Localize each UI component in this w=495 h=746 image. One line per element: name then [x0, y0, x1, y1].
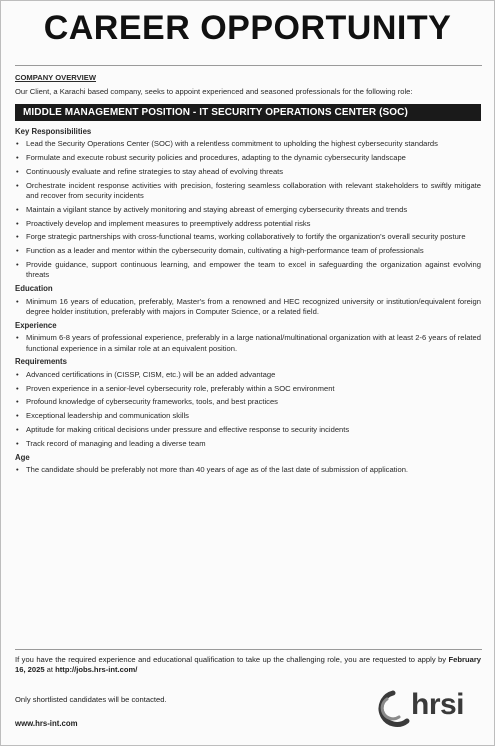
list-item [15, 297, 481, 318]
list-item [15, 465, 481, 475]
position-banner: MIDDLE MANAGEMENT POSITION - IT SECURITY OPERATIONS CENTER (SOC) [15, 104, 481, 121]
list-item [15, 219, 481, 229]
apply-text-middle: at [44, 665, 56, 675]
shortlist-note: Only shortlisted candidates will be contacted. [15, 695, 167, 704]
list-item [15, 397, 481, 407]
bullet-icon: • [16, 180, 19, 190]
apply-text: If you have the required experience and educational qualification to take up the challenging role, you are requested to apply by [15, 655, 449, 664]
company-website[interactable]: www.hrs-int.com [15, 719, 78, 728]
list-item [15, 439, 481, 449]
list-item [15, 384, 481, 394]
company-overview-text: Our Client, a Karachi based company, seeks to appoint experienced and seasoned professionals for the following role: [15, 87, 413, 97]
apply-instructions [15, 655, 481, 676]
list-item-text: Orchestrate incident response activities with precision, fostering seamless collaboration with relevant stakeholders to swiftly mitigate and recover from security incidents [26, 180, 481, 201]
list-item-text: Minimum 16 years of education, preferably, Master's from a renowned and HEC recognized university or institution/equivalent foreign degree holder institution, preferably with majors in Computer Science, or a related field. [26, 296, 481, 317]
bullet-icon: • [16, 397, 19, 407]
bullet-icon: • [16, 139, 19, 149]
list-item [15, 260, 481, 281]
list-item-text: Continuously evaluate and refine strategies to stay ahead of evolving threats [26, 166, 284, 176]
list-item [15, 153, 481, 163]
bullet-icon: • [16, 383, 19, 393]
bottom-divider [15, 649, 482, 650]
deadline-date: February 16, 2025 [15, 655, 481, 675]
list-item-text: Exceptional leadership and communication skills [26, 411, 189, 421]
list-item-text: The candidate should be preferably not more than 40 years of age as of the last date of submission of application. [26, 465, 409, 475]
list-item [15, 411, 481, 421]
section-list [15, 139, 481, 281]
bullet-icon: • [16, 232, 19, 242]
bullet-icon: • [16, 153, 19, 163]
section-list [15, 333, 481, 354]
section-heading: Experience [15, 320, 57, 330]
list-item [15, 333, 481, 354]
logo-wordmark: hrsi [411, 688, 465, 721]
section-heading: Requirements [15, 357, 67, 367]
section-heading: Age [15, 452, 30, 462]
bullet-icon: • [16, 204, 19, 214]
ad-body [15, 73, 481, 479]
bullet-icon: • [16, 246, 19, 256]
section-list [15, 370, 481, 449]
bullet-icon: • [16, 425, 19, 435]
section-heading: Education [15, 284, 53, 294]
list-item-text: Track record of managing and leading a diverse team [26, 438, 206, 448]
list-item [15, 246, 481, 256]
list-item-text: Proven experience in a senior-level cybersecurity role, preferably within a SOC environment [26, 383, 335, 393]
bullet-icon: • [16, 333, 19, 343]
bullet-icon: • [16, 218, 19, 228]
list-item-text: Lead the Security Operations Center (SOC) with a relentless commitment to upholding the highest cybersecurity standards [26, 139, 438, 149]
list-item [15, 205, 481, 215]
list-item-text: Proactively develop and implement measures to preemptively address potential risks [26, 218, 311, 228]
list-item [15, 139, 481, 149]
section-list [15, 297, 481, 318]
bullet-icon: • [16, 166, 19, 176]
bullet-icon: • [16, 465, 19, 475]
list-item-text: Formulate and execute robust security policies and procedures, adapting to the dynamic cybersecurity landscape [26, 153, 406, 163]
apply-url[interactable]: http://jobs.hrs-int.com/ [55, 665, 138, 675]
list-item-text: Profound knowledge of cybersecurity frameworks, tools, and best practices [26, 397, 278, 407]
sections [15, 127, 481, 476]
top-divider [15, 65, 482, 66]
bullet-icon: • [16, 369, 19, 379]
list-item-text: Forge strategic partnerships with cross-functional teams, working collaboratively to fortify the organization's overall security posture [26, 232, 466, 242]
section-heading: Key Responsibilities [15, 126, 92, 136]
list-item-text: Minimum 6-8 years of professional experience, preferably in a large national/multinational organization with at least 2-6 years of related functional experience in a similar role at an equivalent position. [26, 333, 481, 353]
list-item [15, 425, 481, 435]
list-item-text: Function as a leader and mentor within the cybersecurity domain, cultivating a high-performance team of professionals [26, 246, 424, 256]
list-item-text: Aptitude for making critical decisions under pressure and effective response to security incidents [26, 425, 350, 435]
list-item-text: Advanced certifications in (CISSP, CISM, etc.) will be an added advantage [26, 369, 276, 379]
list-item-text: Provide guidance, support continuous learning, and empower the team to excel in safeguarding the organization against evolving threats [26, 260, 481, 280]
list-item [15, 181, 481, 202]
company-overview-heading: COMPANY OVERVIEW [15, 73, 97, 82]
bullet-icon: • [16, 260, 19, 269]
section-list [15, 465, 481, 475]
list-item [15, 167, 481, 177]
bullet-icon: • [16, 296, 19, 306]
bullet-icon: • [16, 438, 19, 448]
page-title: CAREER OPPORTUNITY [43, 9, 452, 47]
list-item-text: Maintain a vigilant stance by actively monitoring and staying abreast of emerging cybersecurity threats and trends [26, 204, 408, 214]
bullet-icon: • [16, 411, 19, 421]
list-item [15, 370, 481, 380]
list-item [15, 232, 481, 242]
